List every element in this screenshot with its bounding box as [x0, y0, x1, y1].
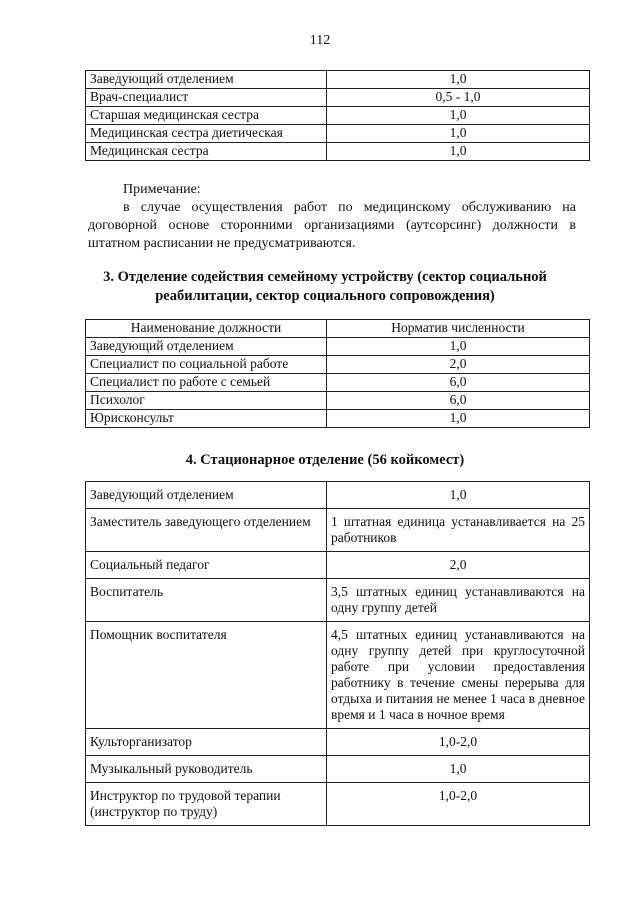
staff-table-medical	[85, 70, 590, 161]
page-number: 112	[309, 33, 331, 48]
section-3-heading-line2: реабилитации, сектор социального сопровождения)	[155, 288, 495, 304]
position-cell: Инструктор по трудовой терапии (инструктор по труду)	[86, 783, 327, 826]
position-cell: Социальный педагог	[86, 552, 327, 579]
note-title: Примечание:	[123, 182, 201, 197]
position-cell: Психолог	[86, 392, 327, 410]
norm-cell: 1,0	[327, 410, 590, 428]
table-row	[86, 392, 590, 410]
norm-cell: 6,0	[327, 392, 590, 410]
table-row	[86, 729, 590, 756]
position-cell: Заведующий отделением	[86, 338, 327, 356]
staff-table-family-placement	[85, 319, 590, 428]
norm-cell: 2,0	[327, 356, 590, 374]
position-cell: Заведующий отделением	[86, 482, 327, 509]
position-cell: Специалист по работе с семьей	[86, 374, 327, 392]
section-3-heading	[70, 268, 580, 306]
table-row	[86, 552, 590, 579]
position-cell: Медицинская сестра диетическая	[86, 125, 327, 143]
norm-cell: 2,0	[327, 552, 590, 579]
norm-cell: 1 штатная единица устанавливается на 25 работников	[327, 509, 590, 552]
table-row	[86, 356, 590, 374]
table-row	[86, 374, 590, 392]
norm-cell: 1,0-2,0	[327, 729, 590, 756]
position-cell: Культорганизатор	[86, 729, 327, 756]
table-row	[86, 509, 590, 552]
table-row	[86, 622, 590, 729]
norm-cell: 1,0	[327, 71, 590, 89]
table-row	[86, 89, 590, 107]
norm-cell: 6,0	[327, 374, 590, 392]
position-cell: Специалист по социальной работе	[86, 356, 327, 374]
table-header-row	[86, 320, 590, 338]
section-3-heading-line1: 3. Отделение содействия семейному устройству (сектор социальной	[103, 269, 547, 285]
table-row	[86, 71, 590, 89]
position-cell: Медицинская сестра	[86, 143, 327, 161]
position-cell: Музыкальный руководитель	[86, 756, 327, 783]
staff-table-inpatient	[85, 481, 590, 826]
norm-cell: 4,5 штатных единиц устанавливаются на одну группу детей при круглосуточной работе при условии предоставления работнику в течение смены перерыва для отдыха и питания не менее 1 часа в дневное время и 1 часа в ночное время	[327, 622, 590, 729]
table-row	[86, 410, 590, 428]
table-row	[86, 107, 590, 125]
note-body: в случае осуществления работ по медицинскому обслуживанию на договорной основе сторонними организациями (аутсорсинг) должности в штатном расписании не предусматриваются.	[88, 200, 576, 251]
norm-cell: 1,0	[327, 125, 590, 143]
table-row	[86, 756, 590, 783]
norm-cell: 1,0	[327, 107, 590, 125]
position-cell: Помощник воспитателя	[86, 622, 327, 729]
table-row	[86, 482, 590, 509]
section-4-heading: 4. Стационарное отделение (56 койкомест)	[185, 452, 465, 468]
position-cell: Старшая медицинская сестра	[86, 107, 327, 125]
position-cell: Воспитатель	[86, 579, 327, 622]
column-header-norm: Норматив численности	[327, 320, 590, 338]
position-cell: Заместитель заведующего отделением	[86, 509, 327, 552]
table-row	[86, 783, 590, 826]
norm-cell: 0,5 - 1,0	[327, 89, 590, 107]
position-cell: Юрисконсульт	[86, 410, 327, 428]
position-cell: Заведующий отделением	[86, 71, 327, 89]
norm-cell: 3,5 штатных единиц устанавливаются на одну группу детей	[327, 579, 590, 622]
table-row	[86, 125, 590, 143]
table-row	[86, 143, 590, 161]
norm-cell: 1,0	[327, 338, 590, 356]
position-cell: Врач-специалист	[86, 89, 327, 107]
norm-cell: 1,0-2,0	[327, 783, 590, 826]
norm-cell: 1,0	[327, 756, 590, 783]
table-row	[86, 579, 590, 622]
norm-cell: 1,0	[327, 143, 590, 161]
column-header-position: Наименование должности	[86, 320, 327, 338]
norm-cell: 1,0	[327, 482, 590, 509]
table-row	[86, 338, 590, 356]
